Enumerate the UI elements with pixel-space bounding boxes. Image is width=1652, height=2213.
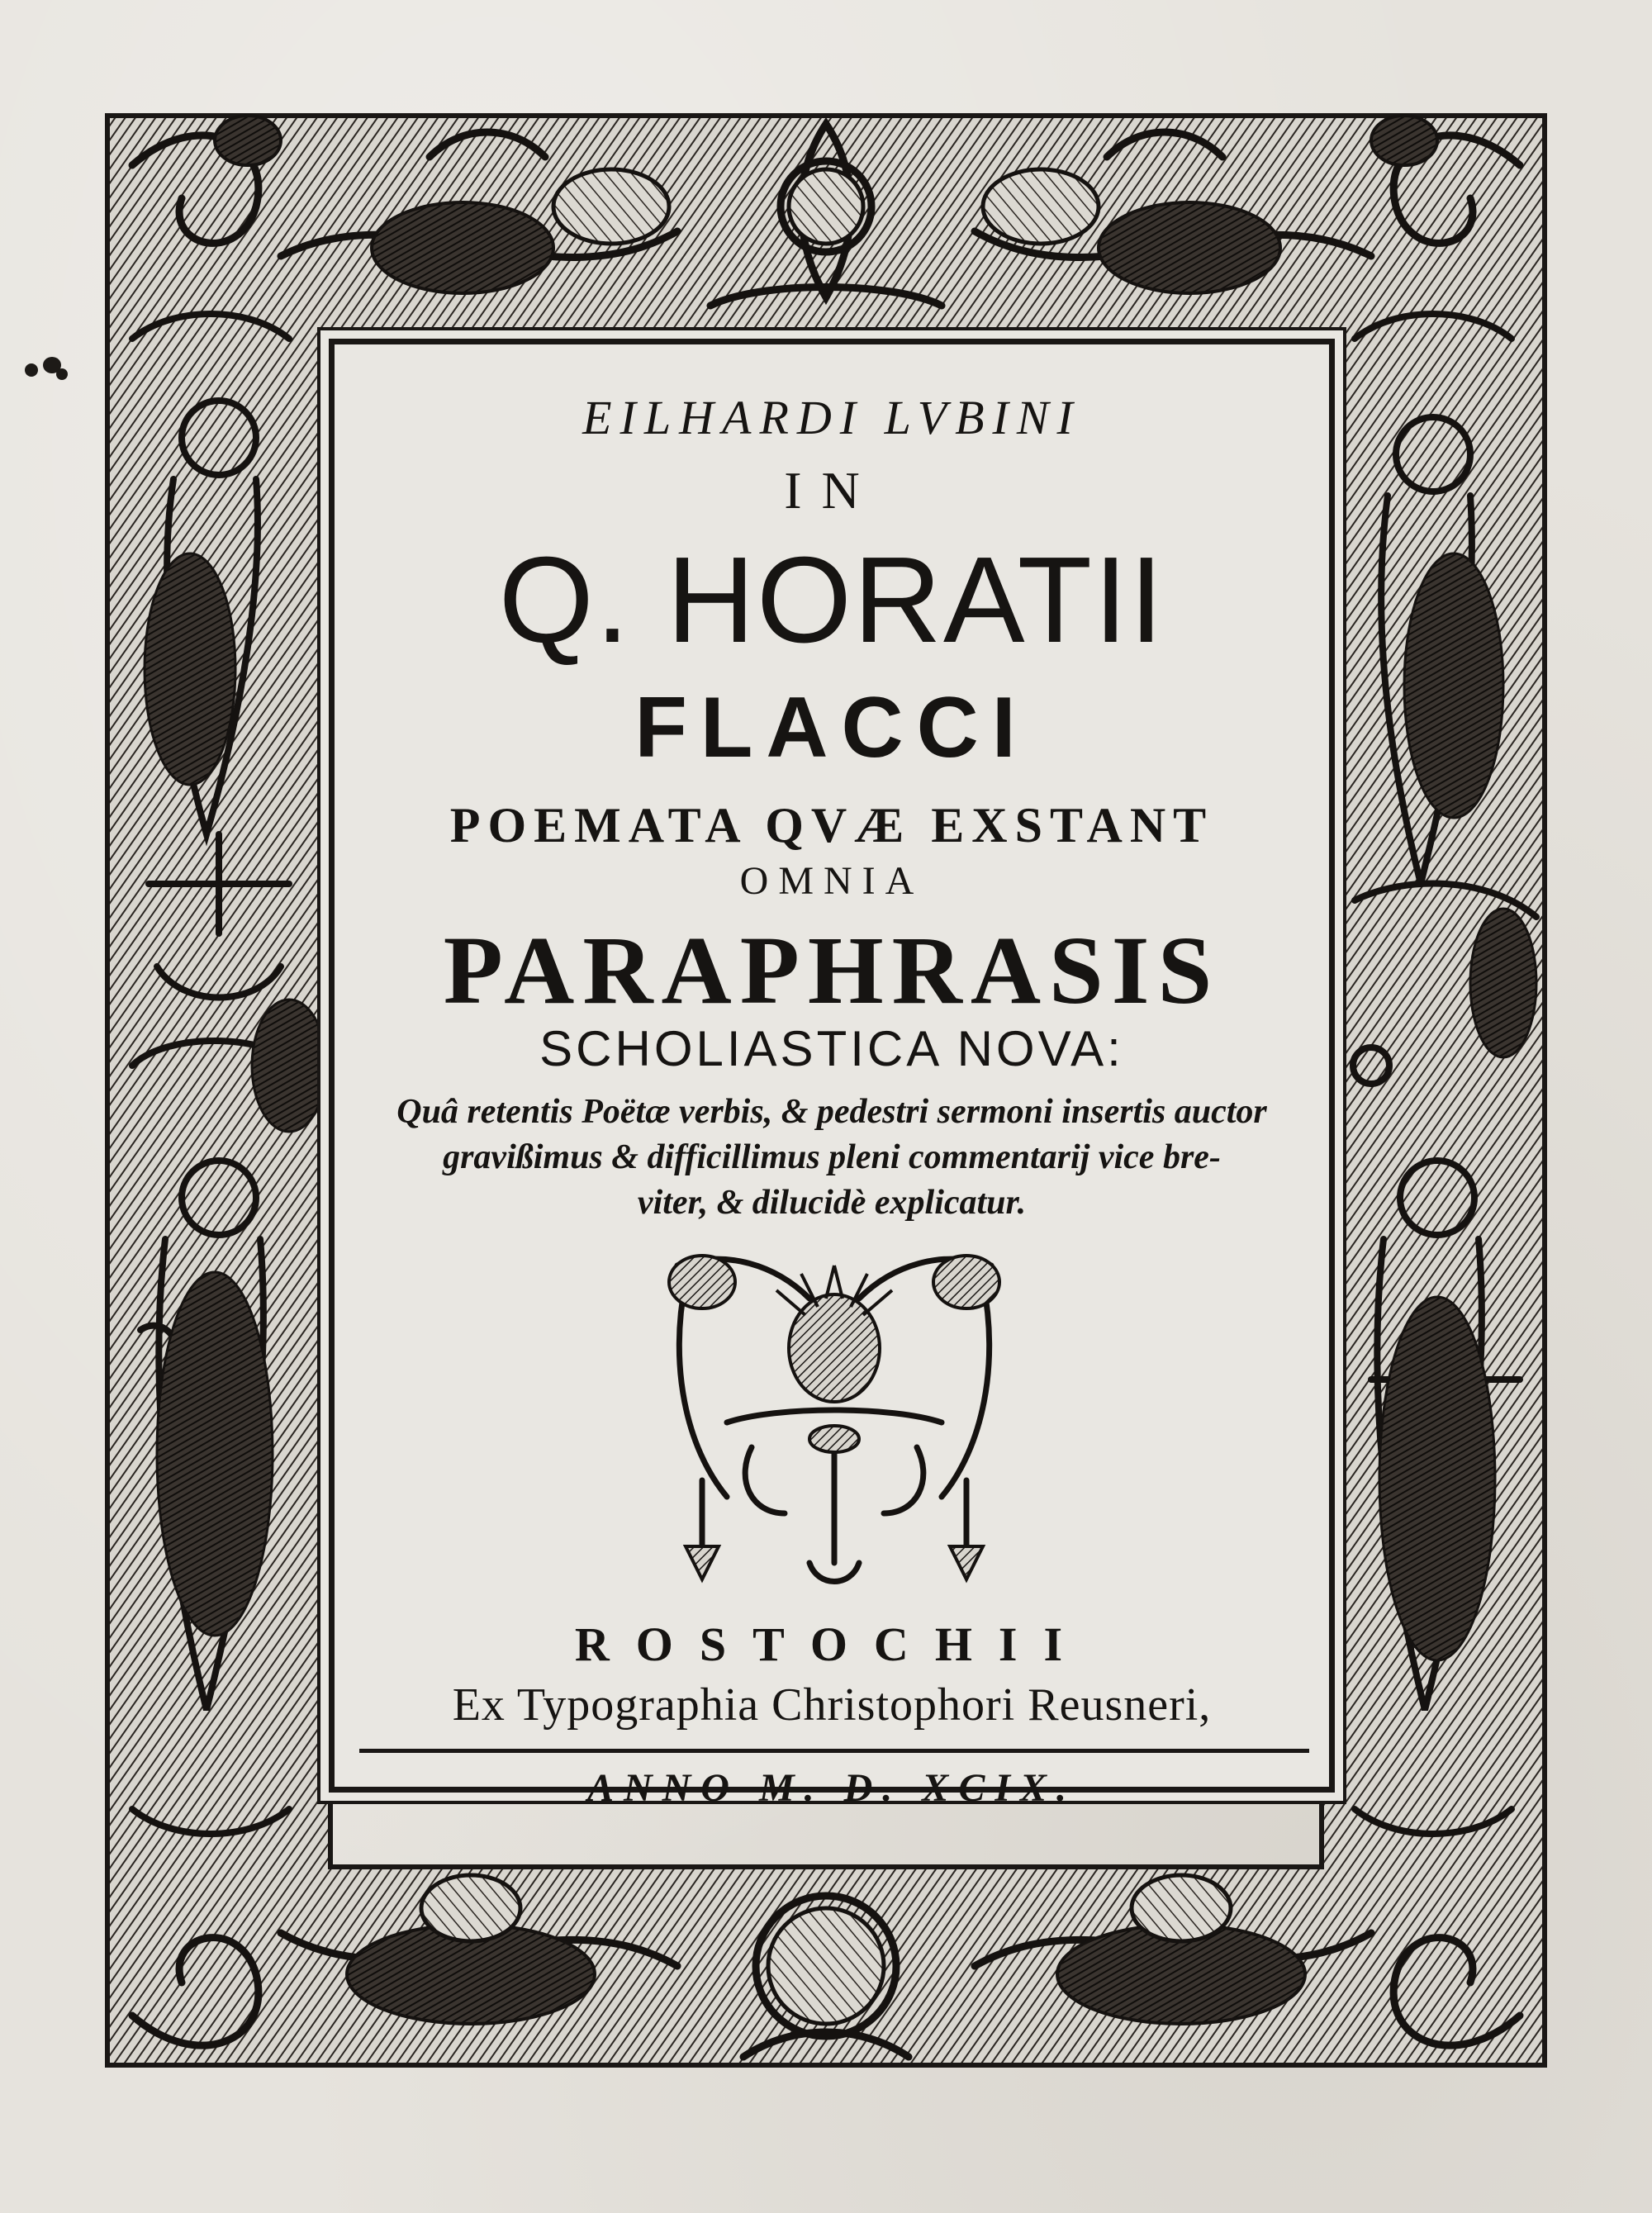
ink-stain xyxy=(25,363,38,377)
subtitle-line-1: POEMATA QVÆ EXSTANT xyxy=(449,798,1214,852)
ink-stain xyxy=(56,368,68,380)
title-panel xyxy=(329,339,1335,1810)
description-line-3: viter, & dilucidè explicatur. xyxy=(637,1184,1027,1222)
imprint-city: ROSTOCHII xyxy=(574,1617,1089,1671)
work-title: PARAPHRASIS xyxy=(443,916,1221,1024)
title-line-1: Q. HORATII xyxy=(498,532,1165,668)
imprint-year: ANNO M. D. XCIX. xyxy=(586,1766,1077,1810)
description-line-2: gravißimus & difficillimus pleni commentarij vice bre- xyxy=(443,1138,1221,1176)
work-subtitle: SCHOLIASTICA NOVA: xyxy=(539,1021,1124,1076)
preposition: IN xyxy=(784,461,880,520)
subtitle-line-2: OMNIA xyxy=(739,859,924,903)
author-name: EILHARDI LVBINI xyxy=(582,391,1081,444)
description-line-1: Quâ retentis Poëtæ verbis, & pedestri sermoni insertis auctor xyxy=(396,1093,1267,1131)
imprint-rule xyxy=(359,1749,1309,1753)
printers-device-icon xyxy=(653,1232,1016,1596)
imprint-printer: Ex Typographia Christophori Reusneri, xyxy=(452,1679,1212,1731)
title-line-2: FLACCI xyxy=(634,680,1029,776)
